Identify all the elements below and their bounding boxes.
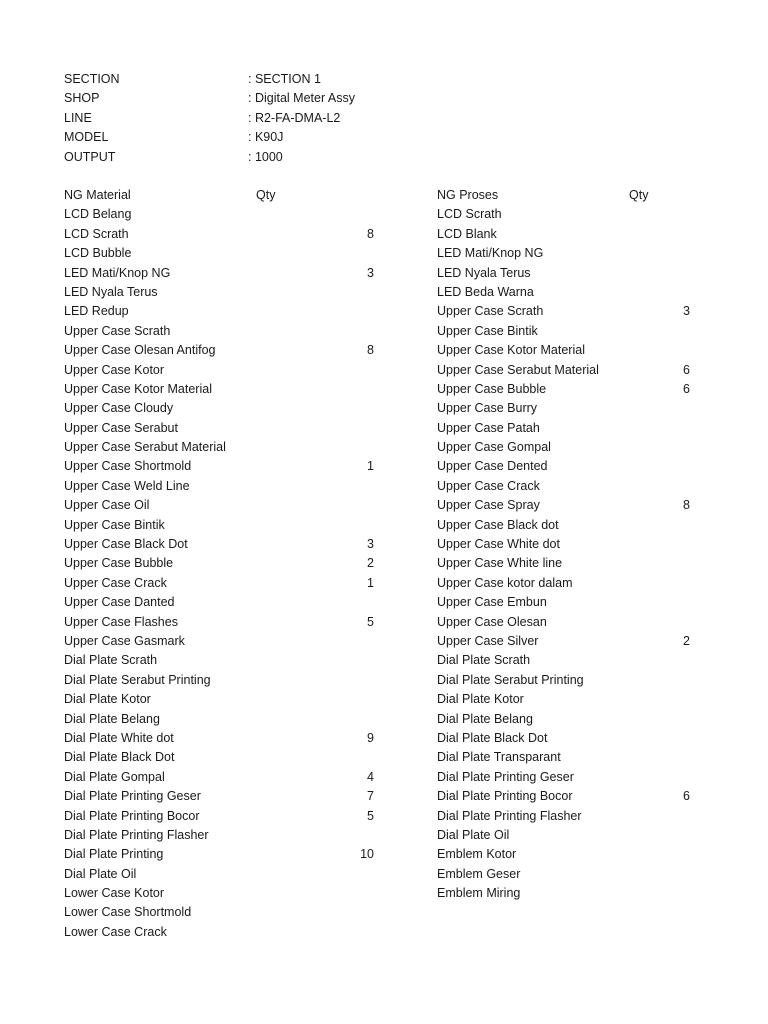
- defect-name: Dial Plate Printing: [64, 847, 164, 862]
- defect-name: Upper Case Serabut Material: [437, 362, 599, 377]
- defect-name: LCD Scrath: [64, 226, 129, 241]
- defect-name: Upper Case Embun: [437, 595, 547, 610]
- defect-name: Dial Plate Belang: [64, 711, 160, 726]
- defect-qty: 6: [683, 381, 690, 396]
- defect-name: Upper Case Kotor Material: [64, 381, 212, 396]
- defect-qty: 8: [367, 226, 374, 241]
- header-value: : R2-FA-DMA-L2: [248, 110, 341, 125]
- defect-name: LCD Blank: [437, 226, 497, 241]
- defect-qty: 6: [683, 362, 690, 377]
- defect-name: Upper Case Spray: [437, 498, 540, 513]
- defect-name: Upper Case Gompal: [437, 440, 551, 455]
- header-value: : K90J: [248, 130, 284, 145]
- defect-name: LED Nyala Terus: [437, 265, 531, 280]
- defect-name: Dial Plate White dot: [64, 730, 174, 745]
- defect-qty: 5: [367, 808, 374, 823]
- defect-name: Dial Plate Printing Flasher: [64, 827, 209, 842]
- defect-name: Dial Plate Scrath: [64, 653, 158, 668]
- defect-name: Upper Case Danted: [64, 595, 175, 610]
- defect-qty: 6: [683, 789, 690, 804]
- defect-name: Upper Case Kotor: [64, 362, 165, 377]
- defect-name: Dial Plate Kotor: [437, 692, 524, 707]
- defect-name: Upper Case White line: [437, 556, 563, 571]
- ng-proses-title: NG Proses: [437, 188, 499, 202]
- defect-name: Upper Case Crack: [64, 575, 167, 590]
- defect-qty: 1: [367, 575, 374, 590]
- ng-material-title: NG Material: [64, 188, 131, 202]
- defect-name: Dial Plate Kotor: [64, 692, 151, 707]
- defect-name: Upper Case Flashes: [64, 614, 178, 629]
- defect-name: Dial Plate Serabut Printing: [64, 672, 211, 687]
- defect-name: Upper Case Bintik: [64, 517, 165, 532]
- defect-name: Upper Case Kotor Material: [437, 343, 585, 358]
- defect-qty: 8: [367, 343, 374, 358]
- defect-name: Upper Case Silver: [437, 633, 539, 648]
- defect-name: Dial Plate Belang: [437, 711, 533, 726]
- defect-name: Dial Plate Oil: [437, 827, 510, 842]
- defect-name: Lower Case Shortmold: [64, 905, 192, 920]
- defect-name: Dial Plate Black Dot: [437, 730, 548, 745]
- defect-name: Dial Plate Transparant: [437, 750, 561, 765]
- defect-name: Upper Case Serabut Material: [64, 440, 226, 455]
- defect-name: Upper Case Crack: [437, 478, 540, 493]
- defect-name: Upper Case Bubble: [64, 556, 174, 571]
- header-value: : SECTION 1: [248, 72, 321, 86]
- defect-name: LCD Bubble: [64, 246, 132, 261]
- header-label: SECTION: [64, 72, 120, 86]
- defect-name: Emblem Kotor: [437, 847, 517, 862]
- defect-name: Upper Case Scrath: [437, 304, 544, 319]
- defect-name: LCD Belang: [64, 207, 132, 222]
- defect-name: Dial Plate Printing Bocor: [437, 789, 573, 804]
- defect-name: Dial Plate Printing Bocor: [64, 808, 200, 823]
- defect-name: LED Redup: [64, 304, 129, 319]
- defect-qty: 10: [360, 847, 374, 862]
- defect-qty: 3: [367, 537, 374, 552]
- defect-name: Dial Plate Oil: [64, 866, 137, 881]
- header-label: MODEL: [64, 130, 109, 145]
- defect-qty: 7: [367, 789, 374, 804]
- defect-name: Upper Case Serabut: [64, 420, 178, 435]
- defect-name: Upper Case Cloudy: [64, 401, 174, 416]
- defect-qty: 4: [367, 769, 374, 784]
- header-label: LINE: [64, 110, 92, 125]
- defect-name: Dial Plate Serabut Printing: [437, 672, 584, 687]
- defect-name: LED Nyala Terus: [64, 284, 158, 299]
- defect-qty: 3: [367, 265, 374, 280]
- defect-name: Upper Case Scrath: [64, 323, 171, 338]
- defect-name: Upper Case Olesan Antifog: [64, 343, 216, 358]
- defect-name: LED Beda Warna: [437, 284, 534, 299]
- defect-name: Emblem Geser: [437, 866, 521, 881]
- defect-qty: 5: [367, 614, 374, 629]
- header-label: OUTPUT: [64, 149, 116, 164]
- defect-name: Upper Case Oil: [64, 498, 150, 513]
- defect-name: LCD Scrath: [437, 207, 502, 222]
- defect-qty: 9: [367, 730, 374, 745]
- defect-name: Upper Case Shortmold: [64, 459, 192, 474]
- defect-name: Upper Case Patah: [437, 420, 540, 435]
- ng-material-qty-label: Qty: [256, 188, 276, 202]
- defect-name: Dial Plate Black Dot: [64, 750, 175, 765]
- ng-proses-qty-label: Qty: [629, 188, 649, 202]
- defect-name: Dial Plate Scrath: [437, 653, 531, 668]
- defect-qty: 1: [367, 459, 374, 474]
- defect-name: Upper Case Weld Line: [64, 478, 190, 493]
- defect-name: Upper Case Black dot: [437, 517, 559, 532]
- defect-name: Upper Case Bintik: [437, 323, 538, 338]
- defect-name: Upper Case Bubble: [437, 381, 547, 396]
- defect-name: Upper Case Dented: [437, 459, 548, 474]
- defect-name: Upper Case Black Dot: [64, 537, 188, 552]
- header-value: : Digital Meter Assy: [248, 91, 355, 106]
- defect-name: Dial Plate Printing Geser: [437, 769, 574, 784]
- defect-qty: 2: [367, 556, 374, 571]
- defect-name: LED Mati/Knop NG: [64, 265, 171, 280]
- header-label: SHOP: [64, 91, 100, 106]
- defect-name: Emblem Miring: [437, 886, 521, 901]
- defect-name: Upper Case Gasmark: [64, 633, 185, 648]
- defect-name: Lower Case Kotor: [64, 886, 165, 901]
- defect-name: Upper Case Burry: [437, 401, 538, 416]
- defect-name: LED Mati/Knop NG: [437, 246, 544, 261]
- defect-name: Upper Case White dot: [437, 537, 560, 552]
- defect-qty: 8: [683, 498, 690, 513]
- defect-name: Dial Plate Gompal: [64, 769, 165, 784]
- defect-qty: 2: [683, 633, 690, 648]
- defect-name: Upper Case Olesan: [437, 614, 547, 629]
- header-value: : 1000: [248, 149, 283, 164]
- defect-name: Dial Plate Printing Flasher: [437, 808, 582, 823]
- defect-name: Lower Case Crack: [64, 924, 167, 939]
- defect-qty: 3: [683, 304, 690, 319]
- defect-name: Dial Plate Printing Geser: [64, 789, 201, 804]
- defect-name: Upper Case kotor dalam: [437, 575, 573, 590]
